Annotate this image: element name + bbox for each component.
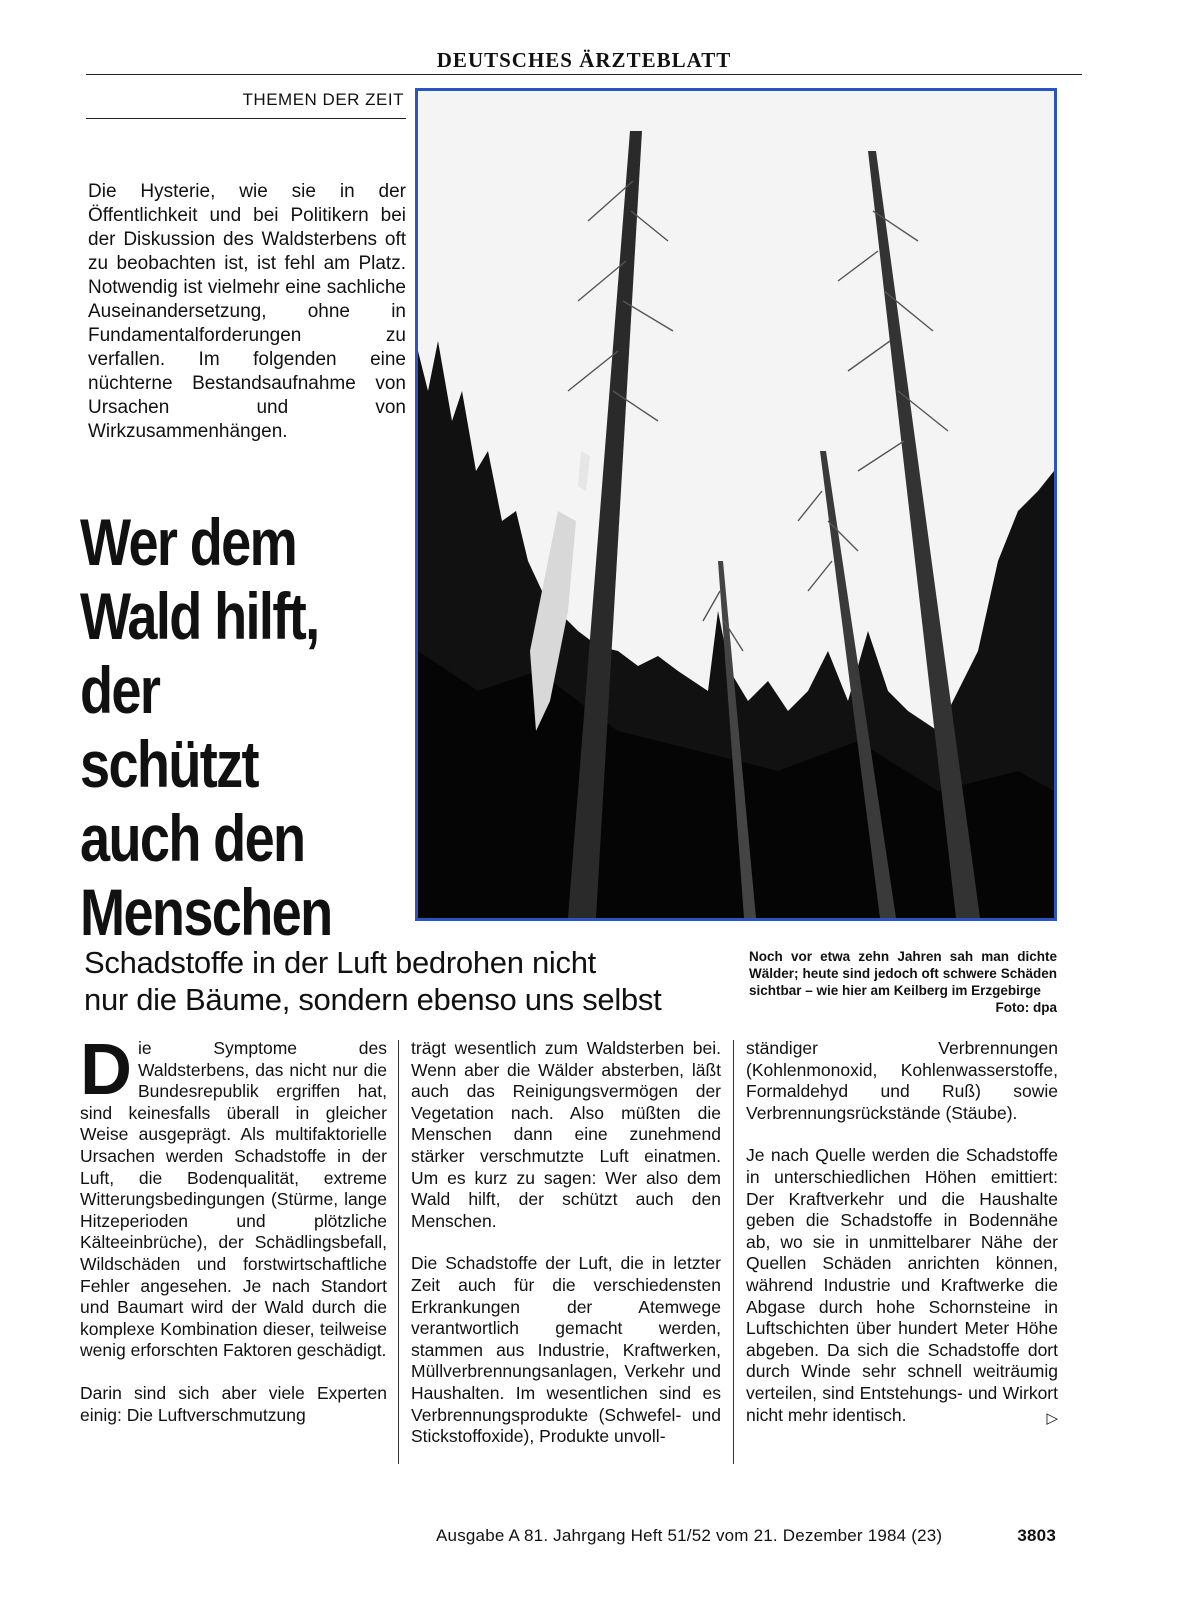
subtitle [84, 944, 734, 1018]
page-footer [436, 1526, 1056, 1546]
continue-arrow-icon: ▷ [1046, 1409, 1058, 1427]
headline-line: auch den [80, 801, 305, 875]
headline-line: der [80, 653, 160, 727]
subtitle-line: nur die Bäume, sondern ebenso uns selbst [84, 982, 662, 1017]
masthead-divider [86, 74, 1082, 75]
forest-photo-icon [418, 91, 1054, 918]
issue-info: Ausgabe A 81. Jahrgang Heft 51/52 vom 21. Dezember 1984 (23) [436, 1526, 943, 1545]
headline-line: Wer dem [80, 505, 297, 579]
section-divider [86, 118, 406, 119]
photo-credit: Foto: dpa [995, 1000, 1057, 1015]
article-column-3 [746, 1038, 1058, 1447]
paragraph: ie Symptome des Waldsterbens, das nicht nur die Bundesrepublik ergriffen hat, sind keinesfalls überall in gleicher Weise ausgeprägt. Als multifaktorielle Ursachen werden Schadstoffe in der Luft, die Bodenqualität, extreme Witterungsbedingungen (Stürme, lange Hitzeperioden und plötzliche Kälteeinbrüche), der Schädlingsbefall, Wildschäden und forstwirtschaftliche Fehler angesehen. Je nach Standort und Baumart wird der Wald durch die komplexe Kombination dieser, teilweise wenig erforschten Faktoren geschädigt. [80, 1038, 387, 1361]
intro-text: Die Hysterie, wie sie in der Öffentlichkeit und bei Politikern bei der Diskussion des Waldsterbens oft zu beobachten ist, ist fehl am Platz. Notwendig ist vielmehr eine sachliche Auseinandersetzung, ohne in Fundamentalforderungen zu verfallen. Im folgenden eine nüchterne Bestandsaufnahme von Ursachen und von Wirkzusammenhängen. [88, 181, 406, 442]
paragraph: Darin sind sich aber viele Experten einig: Die Luftverschmutzung [80, 1382, 387, 1425]
paragraph: trägt wesentlich zum Waldsterben bei. Wenn aber die Wälder absterben, läßt auch das Reinigungsvermögen der Vegetation nach. Also müßten die Menschen dann eine zunehmend stärker verschmutzte Luft einatmen. Um es kurz zu sagen: Wer also dem Wald hilft, der schützt auch den Menschen. [411, 1038, 721, 1231]
drop-cap: D [80, 1030, 132, 1110]
article-column-2 [411, 1038, 721, 1469]
masthead: DEUTSCHES ÄRZTEBLATT [436, 48, 732, 72]
subtitle-line: Schadstoffe in der Luft bedrohen nicht [84, 945, 596, 980]
headline-line: schützt [80, 727, 258, 801]
section-label: THEMEN DER ZEIT [242, 90, 404, 109]
forest-photo [415, 88, 1057, 921]
headline [80, 505, 359, 949]
column-divider [733, 1040, 734, 1464]
page-number: 3803 [1017, 1526, 1056, 1545]
column-divider [398, 1040, 399, 1464]
paragraph: Die Schadstoffe der Luft, die in letzter Zeit auch für die verschiedensten Erkrankungen der Atemwege verantwortlich gemacht werden, stammen aus Industrie, Kraftwerken, Müllverbrennungsanlagen, Verkehr und Haushalten. Im wesentlichen sind es Verbrennungsprodukte (Schwefel- und Stickstoffoxide), Produkte unvoll- [411, 1253, 721, 1447]
caption-text: Noch vor etwa zehn Jahren sah man dichte Wälder; heute sind jedoch oft schwere Schäden sichtbar – wie hier am Keilberg im Erzgebirge [749, 949, 1057, 998]
paragraph: ständiger Verbrennungen (Kohlenmonoxid, Kohlenwasserstoffe, Formaldehyd und Ruß) sowie Verbrennungsrückstände (Stäube). [746, 1038, 1058, 1123]
photo-caption [749, 948, 1057, 1016]
article-column-1 [80, 1030, 387, 1447]
headline-line: Menschen [80, 875, 332, 949]
paragraph: Je nach Quelle werden die Schadstoffe in unterschiedlichen Höhen emittiert: Der Kraftverkehr und die Haushalte geben die Schadstoffe in Bodennähe ab, wo sie in unmittelbarer Nähe der Quellen Schäden anrichten können, während Industrie und Kraftwerke die Abgase durch hohe Schornsteine in Luftschichten über hundert Meter Höhe abgeben. Da sich die Schadstoffe dort durch Winde sehr schnell weiträumig verteilen, sind Entstehungs- und Wirkort nicht mehr identisch. [746, 1145, 1058, 1425]
headline-line: Wald hilft, [80, 579, 319, 653]
